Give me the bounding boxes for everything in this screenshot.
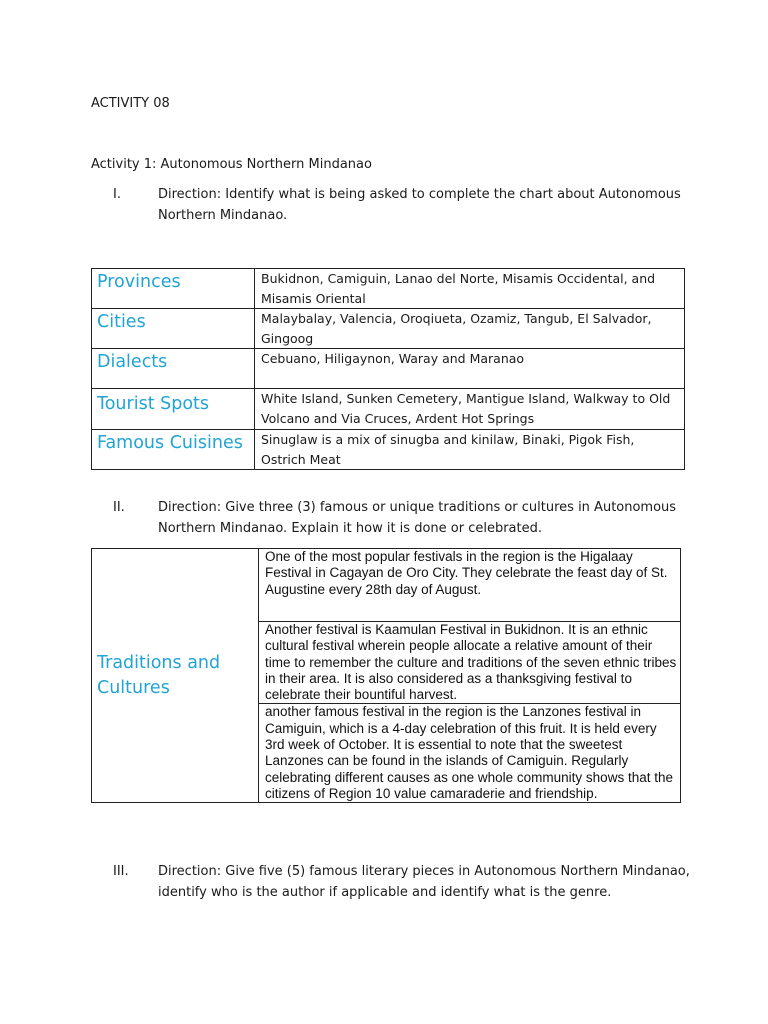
section-3-numeral: III. [113, 864, 129, 879]
table-row [92, 549, 681, 622]
activity-title: Activity 1: Autonomous Northern Mindanao [91, 157, 372, 172]
traditions-table [91, 548, 681, 803]
section-2-numeral: II. [113, 500, 125, 515]
tradition-entry-2: Another festival is Kaamulan Festival in Bukidnon. It is an ethnic cultural festival wherein people allocate a relative amount of their time to remember the culture and traditions of the seven ethnic tribes in their area. It is also considered as a thanksgiving festival to celebrate their bountiful harvest. [259, 622, 681, 704]
document-heading: ACTIVITY 08 [91, 96, 170, 111]
row-value-cities: Malaybalay, Valencia, Oroqiueta, Ozamiz, Tangub, El Salvador, Gingoog [255, 309, 685, 349]
row-label-dialects: Dialects [92, 349, 255, 389]
row-label-provinces: Provinces [92, 269, 255, 309]
row-label-cities: Cities [92, 309, 255, 349]
table-row [92, 309, 685, 349]
row-value-famous-cuisines: Sinuglaw is a mix of sinugba and kinilaw, Binaki, Pigok Fish, Ostrich Meat [255, 430, 685, 470]
table-row [92, 430, 685, 470]
section-3-direction: Direction: Give five (5) famous literary pieces in Autonomous Northern Mindanao, identify who is the author if applicable and identify what is the genre. [158, 864, 690, 900]
table-row [92, 269, 685, 309]
tradition-entry-3: another famous festival in the region is the Lanzones festival in Camiguin, which is a 4-day celebration of this fruit. It is held every 3rd week of October. It is essential to note that the sweetest Lanzones can be found in the islands of Camiguin. Regularly celebrating different causes as one whole community shows that the citizens of Region 10 value camaraderie and friendship. [259, 704, 681, 803]
section-2-direction: Direction: Give three (3) famous or unique traditions or cultures in Autonomous Northern Mindanao. Explain it how it is done or celebrated. [158, 500, 677, 536]
row-label-tourist-spots: Tourist Spots [92, 389, 255, 430]
table-row [92, 349, 685, 389]
row-value-dialects: Cebuano, Hiligaynon, Waray and Maranao [255, 349, 685, 389]
tradition-entry-1: One of the most popular festivals in the region is the Higalaay Festival in Cagayan de Oro City. They celebrate the feast day of St. Augustine every 28th day of August. [259, 549, 681, 622]
row-value-provinces: Bukidnon, Camiguin, Lanao del Norte, Misamis Occidental, and Misamis Oriental [255, 269, 685, 309]
row-label-famous-cuisines: Famous Cuisines [92, 430, 255, 470]
table-row [92, 389, 685, 430]
section-1-numeral: I. [113, 187, 121, 202]
section-1-direction: Direction: Identify what is being asked to complete the chart about Autonomous Northern Mindanao. [158, 187, 681, 223]
traditions-label: Traditions and Cultures [92, 549, 259, 803]
row-value-tourist-spots: White Island, Sunken Cemetery, Mantigue Island, Walkway to Old Volcano and Via Cruces, Ardent Hot Springs [255, 389, 685, 430]
region-chart-table [91, 268, 685, 470]
